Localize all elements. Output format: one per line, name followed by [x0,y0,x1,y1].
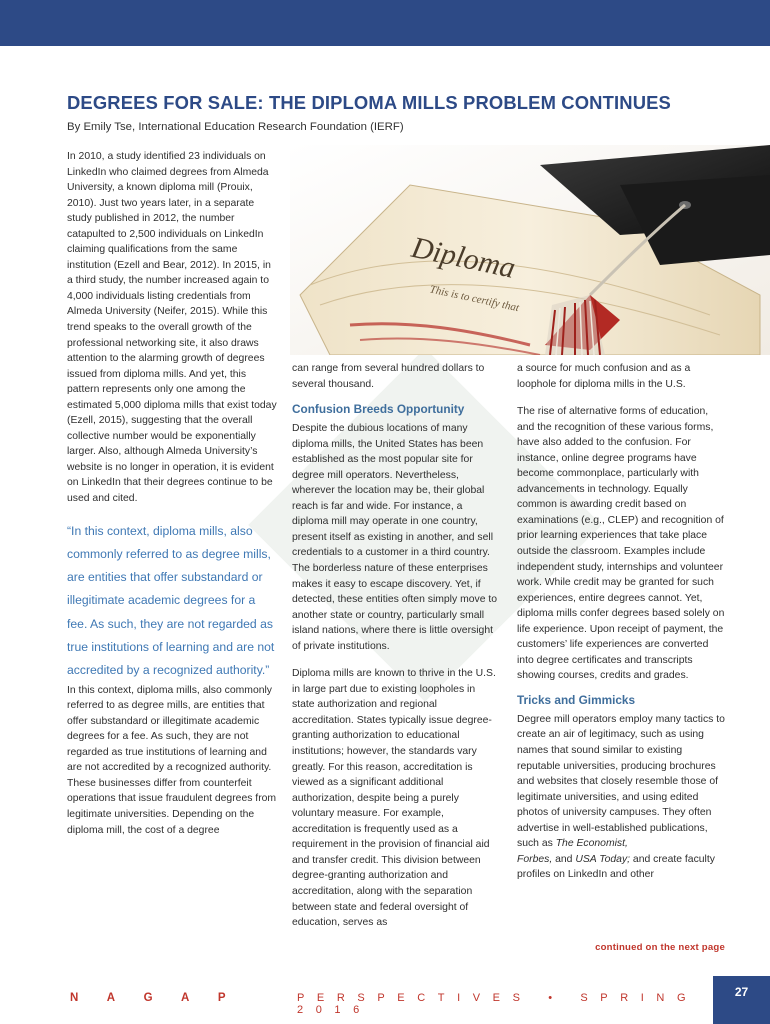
column-two [292,361,500,931]
column-three-intro: a source for much confusion and as a loophole for diploma mills in the U.S. [517,363,691,390]
photo-script-line: This is to certify that [428,283,521,315]
photo-illustration [290,145,770,355]
header-band [0,0,770,46]
page-footer [0,984,770,1024]
thrive-paragraph: Diploma mills are known to thrive in the U.S. in large part due to existing loopholes in state authorization and regional accreditation. States typically issue degree-granting authorization to educational institutions; however, the standards vary greatly. For this reason, accreditation is viewed as a significant additional authorization, despite being a purely voluntary measure. For example, accreditation is frequently used as a requirement in the provision of financial aid and transfer credit. This division between degree-granting authorization and accreditation, along with the separation between state and federal oversight of education, serves as [292,668,496,929]
tricks-paragraph: Degree mill operators employ many tactics to create an air of legitimacy, such as using names that sound similar to existing reputable universities, producing brochures and websites that closely resemble those of legitimate universities, and using edited photos of university campuses. They often advertise in well-established publications, such as The Economist, Forbes, and USA Today; and create faculty profiles on LinkedIn and other [517,713,725,881]
article-byline: By Emily Tse, International Education Research Foundation (IERF) [67,121,404,133]
graduation-cap-diploma-photo [290,145,770,355]
subhead-tricks: Tricks and Gimmicks [517,692,636,707]
pull-quote: “In this context, diploma mills, also commonly referred to as degree mills, are entities that offer substandard or illegitimate academic degrees for a fee. As such, they are not regarded as true institutions of learning and are not accredited by a recognized authority.” [67,523,275,678]
publication-economist: The Economist, [555,838,628,850]
footer-issue: PERSPECTIVES • SPRING 2016 [297,992,699,1016]
intro-paragraph: In 2010, a study identified 23 individuals on LinkedIn who claimed degrees from Almeda University, a known diploma mill (Prouix, 2010). Just two years later, in a separate study published in 2012, the number catapulted to 2,500 individuals on LinkedIn claiming qualifications from the same institution (Ezell and Bear, 2012). In 2015, in a third study, the number increased again to 4,000 individuals listing credentials from Almeda University (Neifer, 2015). While this trend speaks to the overall growth of the professional networking site, it also draws attention to the alarming growth of degrees issued from diploma mills. And yet, this pattern represents only one among the estimated 5,000 diploma mills that exist today (Ezell, 2015), suggesting that the overall collective number would be exponentially larger. Also, although Almeda University’s website is no longer in operation, it is evident on LinkedIn that their degrees continue to be used and cited. [67,151,277,505]
article-title: DEGREES FOR SALE: THE DIPLOMA MILLS PROBLEM CONTINUES [67,92,671,113]
continued-notice: continued on the next page [595,942,725,953]
page-number-box [713,976,770,1024]
confusion-paragraph: Despite the dubious locations of many diploma mills, the United States has been established as the most popular site for degree mill operators. Nevertheless, wherever the location may be, their global reach is far and wide. For instance, a diploma mill may operate in one country, present itself as existing in another, and sell credentials to a customer in a third country. The borderless nature of these enterprises makes it easy to escape discovery. Yet, if detected, these entities often simply move to another state or country, particularly small island nations, where there is little oversight of private institutions. [292,423,498,652]
footer-organization: NAGAP [70,992,255,1004]
publication-forbes: Forbes, [517,853,553,865]
photo-diploma-word: Diploma [408,230,519,285]
publication-usa-today: USA Today; [575,853,631,865]
alternative-education-paragraph: The rise of alternative forms of education, and the recognition of these various forms, have also added to the confusion. For instance, online degree programs have become commonplace, particularly with advancements in technology. Equally common is awarding credit based on examinations (e.g., CLEP) and recognition of prior learning experiences that take place outside the classroom. Examples include independent study, internships and volunteer work. While credit may be granted for such experiences, entire degrees cannot. Yet, diploma mills confer degrees based solely on life experience. Upon receipt of payment, the customers’ life experiences are converted into degree certificates and transcripts showing courses, credits and grades. [517,406,725,682]
page-number: 27 [734,985,749,999]
subhead-confusion: Confusion Breeds Opportunity [292,402,465,417]
column-one [67,149,277,838]
body-paragraph: In this context, diploma mills, also commonly referred to as degree mills, are entities that offer substandard or illegitimate academic degrees for a fee. As such, they are not regarded as true institutions of learning and are not accredited by a recognized authority. These businesses differ from counterfeit operations that issue fraudulent degrees from legitimate universities. Depending on the diploma mill, the cost of a degree [67,684,277,836]
column-three [517,361,727,883]
column-two-intro: can range from several hundred dollars to several thousand. [292,363,485,390]
